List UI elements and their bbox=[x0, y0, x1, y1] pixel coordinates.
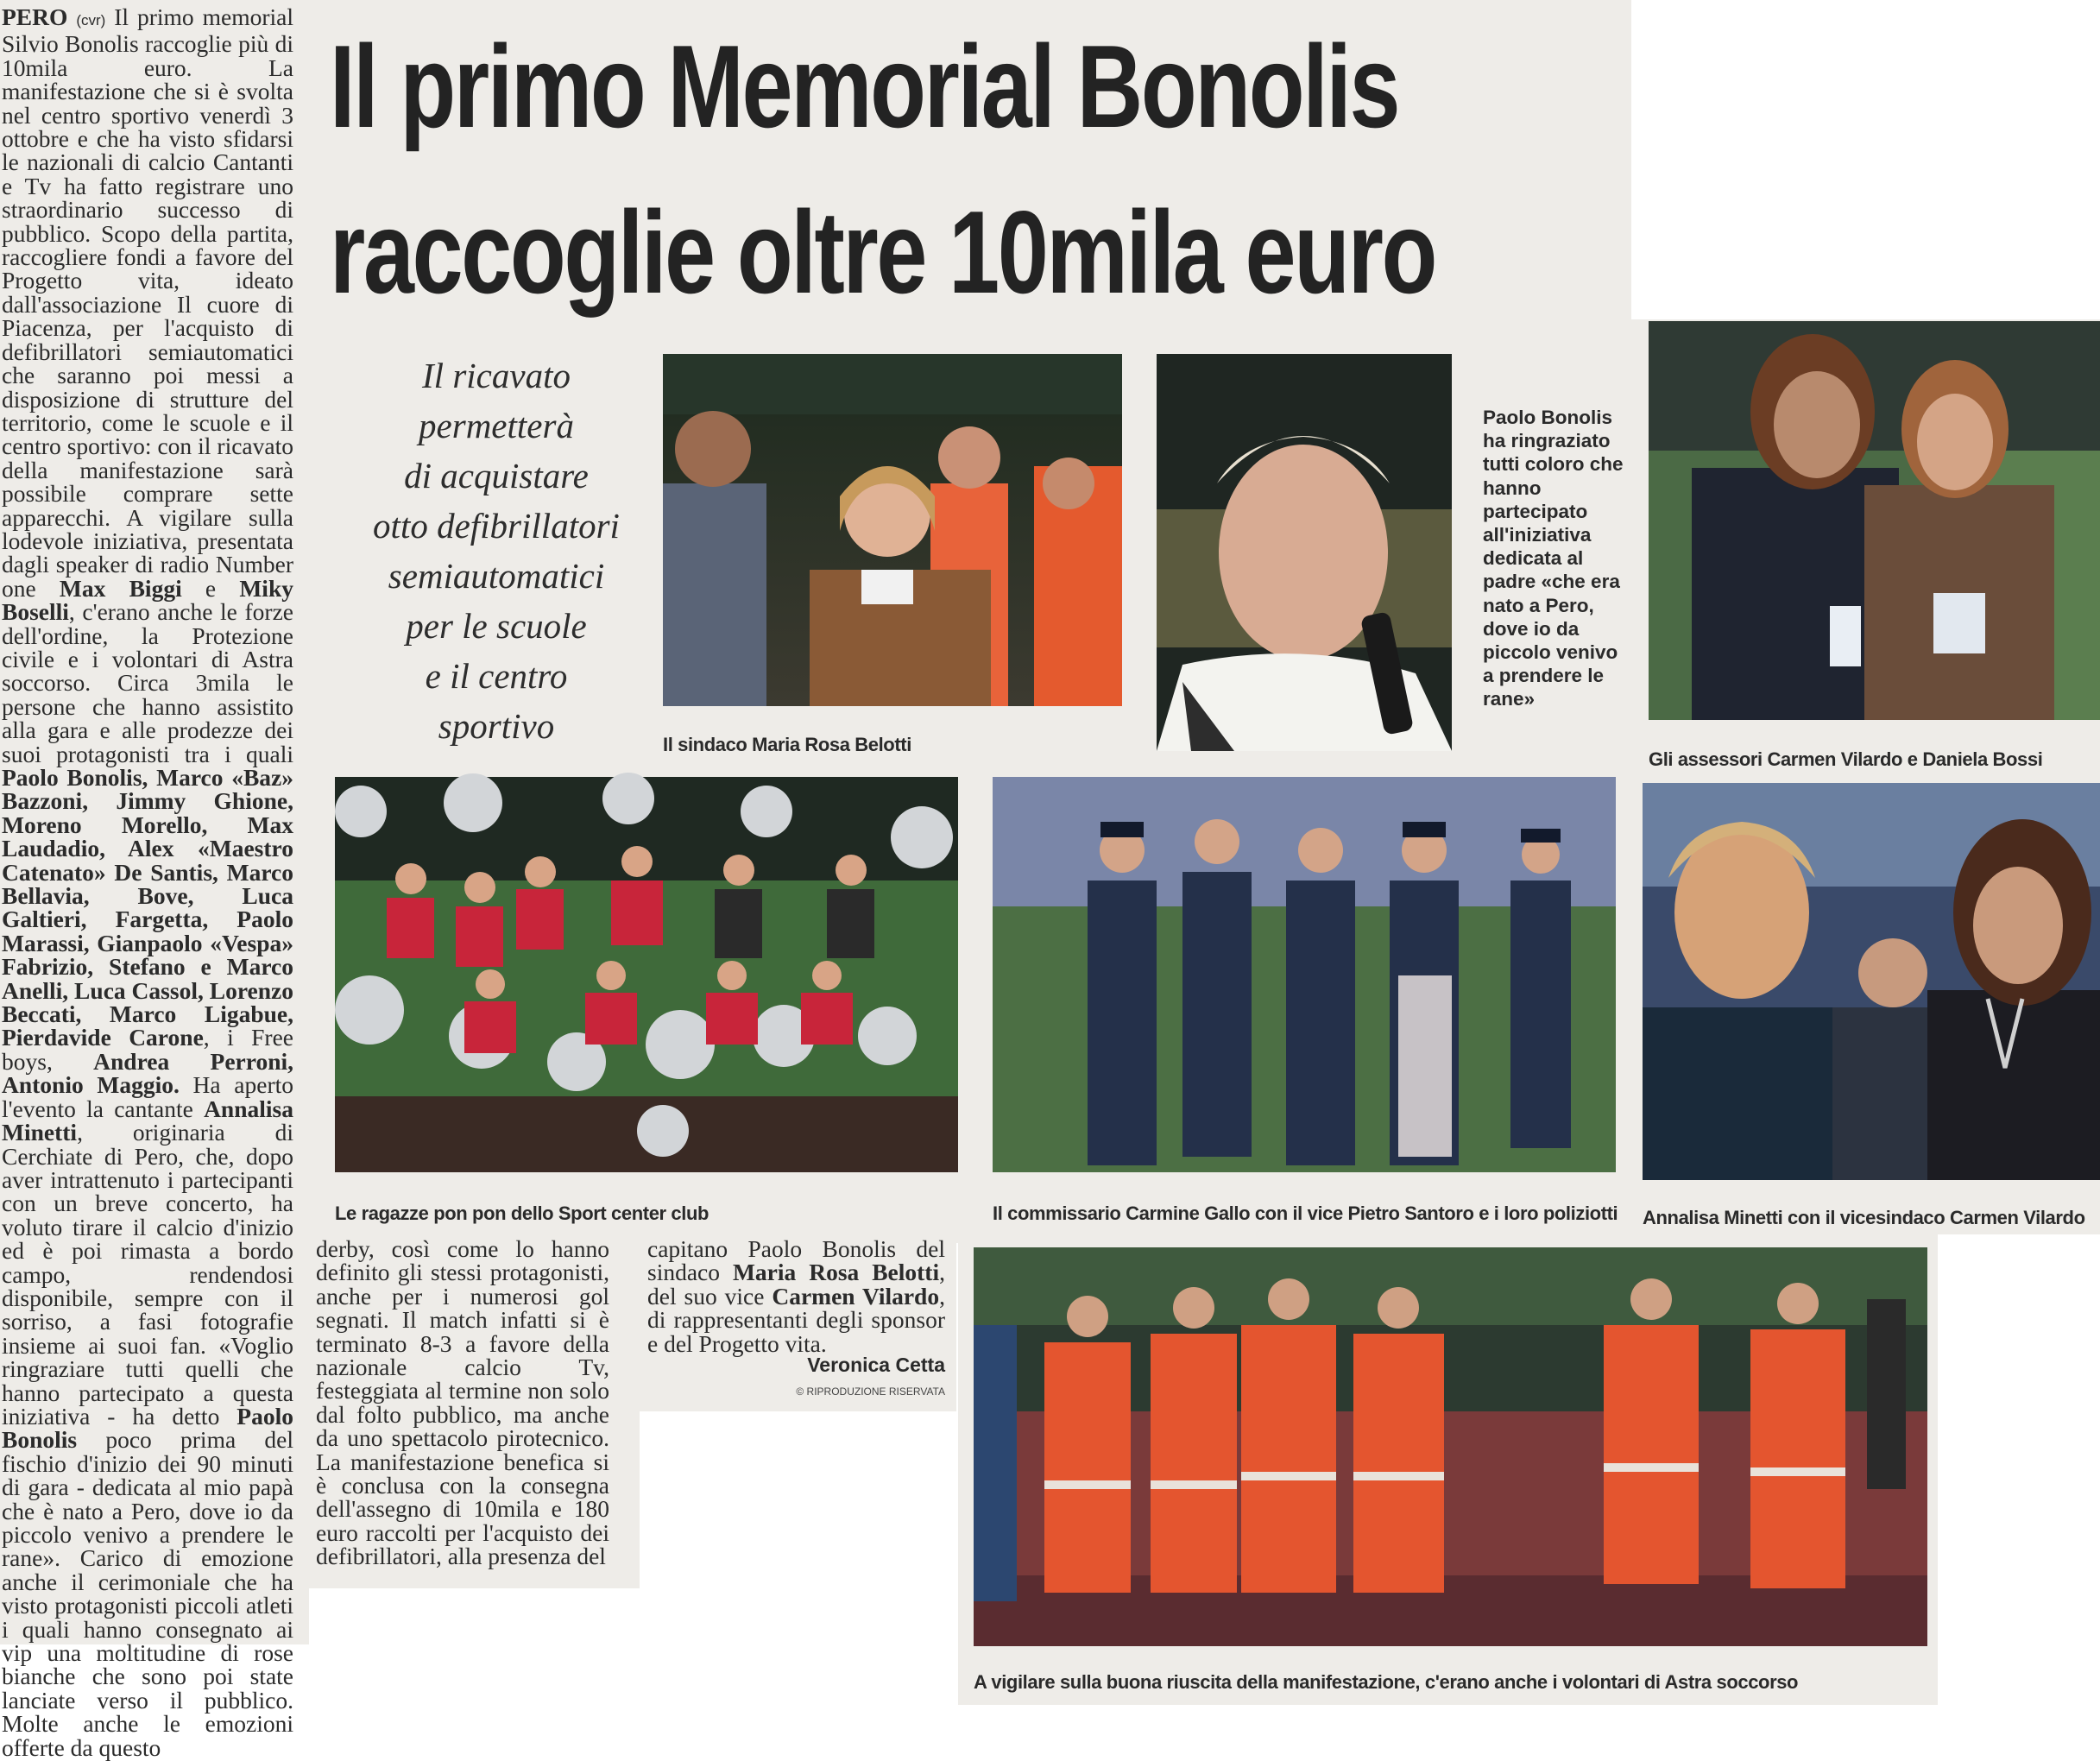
photo-assessors bbox=[1649, 321, 2100, 720]
source-tag: (cvr) bbox=[76, 12, 106, 28]
caption-minetti: Annalisa Minetti con il vicesindaco Carmen Vilardo bbox=[1643, 1207, 2085, 1228]
photo-police bbox=[993, 777, 1616, 1172]
dateline: PERO bbox=[2, 3, 68, 30]
bold-name: Paolo Bonolis bbox=[2, 1402, 293, 1454]
caption-bonolis-quote: Paolo Bonolis ha ringraziato tutti coloro che hanno partecipato all'iniziativa dedicata al padre «che era nato a Pero, dove io da piccolo venivo a prendere le rane» bbox=[1483, 407, 1624, 710]
article-column-1 bbox=[2, 3, 294, 1761]
photo-mayor bbox=[663, 354, 1122, 706]
copyright-notice: © RIPRODUZIONE RISERVATA bbox=[796, 1385, 945, 1398]
caption-police: Il commissario Carmine Gallo con il vice Pietro Santoro e i loro poliziotti bbox=[993, 1202, 1618, 1224]
subhead-line: sportivo bbox=[438, 706, 555, 746]
text-run: e bbox=[181, 574, 240, 602]
photo-cheerleaders bbox=[335, 777, 958, 1172]
caption-cheerleaders: Le ragazze pon pon dello Sport center club bbox=[335, 1202, 709, 1224]
headline-line-2: raccoglie oltre 10mila euro bbox=[330, 186, 1436, 318]
subhead bbox=[328, 350, 665, 751]
photo-volunteers bbox=[974, 1247, 1927, 1646]
subhead-line: Il ricavato bbox=[422, 356, 571, 395]
text-run: capitano Paolo Bonolis del sindaco bbox=[647, 1235, 945, 1286]
caption-assessors: Gli assessori Carmen Vilardo e Daniela Bossi bbox=[1649, 748, 2043, 770]
text-run: Il primo memorial Silvio Bonolis raccoglie più di 10mila euro. La manifestazione che si è svolta nel centro sportivo venerdì 3 ottobre e che ha visto sfidarsi le nazionali di calcio Cantanti e Tv ha fatto registrare uno straordinario successo di pubblico. Scopo della partita, raccogliere fondi a favore del Progetto vita, ideato dall'associazione Il cuore di Piacenza, per l'acquisto di defibrillatori semiautomatici che saranno poi messi a disposizione di strutture del territorio, come le scuole e il centro sportivo: con il ricavato della manifestazione sarà possibile comprare sette apparecchi. A vigilare sulla lodevole iniziativa, presentata dagli speaker di radio Number one bbox=[2, 3, 293, 602]
headline-line-1: Il primo Memorial Bonolis bbox=[330, 21, 1399, 152]
text-run: , di rappresentanti degli sponsor e del Progetto vita. bbox=[647, 1282, 945, 1357]
text-run: , i Free boys, bbox=[2, 1024, 293, 1075]
bold-name: Annalisa Minetti bbox=[2, 1095, 293, 1146]
photo-bonolis bbox=[1157, 354, 1452, 751]
subhead-line: semiautomatici bbox=[388, 556, 605, 596]
subhead-line: otto defibrillatori bbox=[373, 506, 620, 546]
article-column-3 bbox=[647, 1235, 945, 1357]
subhead-line: di acquistare bbox=[404, 456, 589, 495]
photo-minetti bbox=[1643, 783, 2100, 1180]
caption-mayor: Il sindaco Maria Rosa Belotti bbox=[663, 734, 911, 755]
bold-name: Maria Rosa Belotti bbox=[732, 1259, 940, 1286]
article-column-2: derby, così come lo hanno definito gli stessi protagonisti, anche per i numerosi gol segnati. Il match infatti si è terminato 8-3 a favore della nazionale calcio Tv, festeggiata al termine non solo dal folto pubblico, ma anche da uno spettacolo pirotecnico. La manifestazione benefica si è conclusa con la consegna dell'assegno di 10mila e 180 euro raccolti per l'acquisto dei defibrillatori, alla presenza del bbox=[316, 1235, 609, 1570]
text-run: , c'erano anche le forze dell'ordine, la Protezione civile e i volontari di Astra soccorso. Circa 3mila le persone che hanno assistito alla gara e alle prodezze dei suoi protagonisti tra i quali bbox=[2, 598, 293, 767]
bold-name: Max Biggi bbox=[59, 574, 182, 602]
byline: Veronica Cetta bbox=[807, 1354, 945, 1376]
text-run: Ha aperto l'evento la cantante bbox=[2, 1071, 293, 1122]
subhead-line: e il centro bbox=[425, 656, 568, 696]
bold-name: Andrea Perroni, Antonio Maggio. bbox=[2, 1047, 294, 1099]
text-run: , originaria di Cerchiate di Pero, che, dopo aver intrattenuto i partecipanti con un breve concerto, ha voluto tirare il calcio d'inizio ed è poi rimasta a bordo campo, rendendosi disponibile, sempre con il sorriso, a fasi fotografie insieme ai suoi fan. «Voglio ringraziare tutti quelli che hanno partecipato a questa iniziativa - ha detto bbox=[2, 1119, 293, 1430]
caption-volunteers: A vigilare sulla buona riuscita della manifestazione, c'erano anche i volontari di Astra soccorso bbox=[974, 1671, 1799, 1693]
bold-name: Paolo Bonolis, Marco «Baz» Bazzoni, Jimmy Ghione, Moreno Morello, Max Laudadio, Alex «Maestro Catenato» De Santis, Marco Bellavia, Bove, Luca Galtieri, Fargetta, Paolo Marassi, Gianpaolo «Vespa» Fabrizio, Stefano e Marco Anelli, Luca Cassol, Lorenzo Beccati, Marco Ligabue, Pierdavide Carone bbox=[2, 764, 293, 1051]
text-run: , del suo vice bbox=[647, 1259, 945, 1310]
bold-name: Miky Boselli bbox=[2, 574, 293, 626]
text-run: poco prima del fischio d'inizio dei 90 minuti di gara - dedicata al mio papà che è nato a Pero, dove io da piccolo venivo a prendere le rane». Carico di emozione anche il cerimoniale che ha visto protagonisti piccoli atleti i quali hanno consegnato ai vip una moltitudine di rose bianche che sono poi state lanciate verso il pubblico. Molte anche le emozioni offerte da questo bbox=[2, 1426, 293, 1761]
subhead-line: permetterà bbox=[419, 406, 574, 445]
bold-name: Carmen Vilardo bbox=[772, 1282, 940, 1310]
subhead-line: per le scuole bbox=[406, 606, 587, 646]
